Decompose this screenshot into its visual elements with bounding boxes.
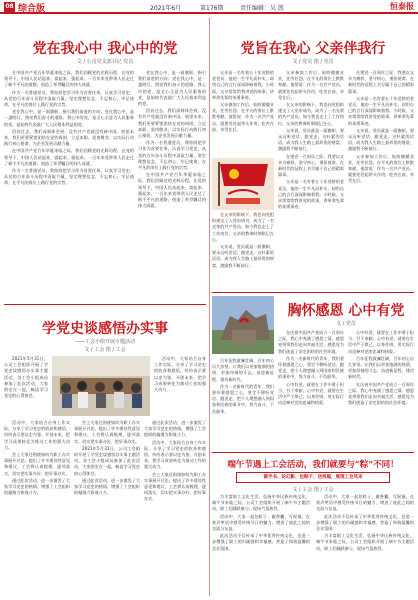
paragraph: 在中国共产党百年华诞来临之际，我们回顾党的光辉历程，在党的领导下，中国人民站起来、富起来、强起来。一百年来党带领人民走过了极不平凡的道路，创造了举世瞩目的伟大成就。 — [4, 148, 134, 166]
party-flag-image — [212, 158, 274, 210]
paragraph: 父亲是一名有着五十年党龄的老党员，他的一生平凡而朴实，却用自己的言行深深影响着我。小时候，父亲常常给我讲党的故事，讲革命先辈的英勇事迹。 — [212, 70, 274, 100]
paragraph: 作为一名普通党员，我始终把学习作为首要任务，认真学习党史，从党的百年奋斗历程中汲取力量，坚定理想信念，不忘初心、牢记使命，在平凡的岗位上践行党的宗旨。 — [4, 89, 134, 108]
paragraph: 在建党一百周年之际，我要以父亲为榜样，坚守初心，勇担使命，在新时代的征程上书写属于自己的精彩篇章。 — [348, 70, 414, 94]
paragraph: 回首过去，我们深刻体会到，没有共产党就没有新中国。展望未来，我们更要紧密团结在党的周围，立足本职，爱岗敬业，以实际行动践行初心使命，为企业发展贡献力量。 — [138, 108, 206, 139]
newspaper-logo: 恒泰报 — [390, 1, 414, 11]
article1-byline: 文 / 公司党支部书记 党员 — [76, 59, 134, 65]
meeting-photo — [52, 356, 150, 416]
paragraph: 作为一名普通党员，我始终把学习作为首要任务，认真学习党史，从党的百年奋斗历程中汲取力量，坚定理想信念，不忘初心、牢记使命，在平凡的岗位上践行党的宗旨。 — [4, 168, 134, 186]
paragraph: 党在我心中，是一面旗帜，指引我们前进的方向；党在我心中，是一盏明灯，照亮我们奋斗的道路。我心中的党，是全心全意为人民服务的党，是始终代表最广大人民根本利益的党。 — [4, 109, 134, 127]
paragraph: 为丰富职工文化生活，弘扬中华民族传统文化，端午节来临之际，公司工会组织开展了端午节主题活动，职工们踊跃参与，现场气氛热烈。 — [212, 494, 310, 512]
paragraph: 心中有党，就要在工作中勇于担当、甘于奉献；心中有党，就要在生活中严于律己、以身作则，用实际行动诠释对党的忠诚和热爱。 — [348, 330, 414, 354]
paragraph: 此次活动不仅传承了中华优秀传统文化，也进一步增强了职工的归属感和幸福感，营造了和谐温馨的企业氛围。 — [316, 513, 414, 532]
paragraph: 父亲是一名有着五十年党龄的老党员，他的一生平凡而朴实，却用自己的言行深深影响着我。小时候，父亲常常给我讲党的故事，讲革命先辈的英勇事迹。 — [278, 179, 344, 210]
article2-title: 学党史谈感悟办实事 — [42, 321, 168, 337]
issue-date: 2021年6月 — [150, 5, 182, 12]
article2-intro — [4, 356, 48, 414]
paragraph: 活动中，大家结合自身工作实际，分享了学习党史的收获和感悟，纷纷表示要以史为鉴、开创未来，把学习成果转化为推动工作的强大动力。 — [154, 356, 206, 393]
article3-body-left — [212, 212, 274, 290]
paragraph: 在建党一百周年之际，我要以父亲为榜样，坚守初心，勇担使命，在新时代的征程上书写属于自己的精彩篇章。 — [278, 153, 344, 178]
column-divider — [209, 18, 210, 596]
paragraph: 作为一名新时代的青年，我们要怀着感恩之心，坚定不移听党话、跟党走，把个人理想融入到国家和民族的事业中，努力奋斗，不负韶华。 — [212, 383, 274, 414]
article4-body-right — [348, 330, 414, 450]
paragraph: 回首过去，我们深刻体会到，没有共产党就没有新中国。展望未来，我们更要紧密团结在党的周围，立足本职，爱岗敬业，以实际行动践行初心使命，为企业发展贡献力量。 — [4, 128, 134, 147]
paragraph: 在庆祝中国共产党成立一百周年之际，我心中充满了感恩之情。感恩党带领我们走向幸福生活，感恩党为我们创造了安定团结的社会环境。 — [348, 381, 414, 406]
paragraph: 通过此次活动，进一步激发了大家学习党史的热情，增强了工会组织的凝聚力和战斗力。 — [144, 420, 206, 438]
article5-body-right — [316, 494, 414, 596]
paragraph: 会上大家还围绕如何为职工办实事展开讨论，提出了许多建设性意见和建议，工会将认真梳理，逐项落实，切实把实事办好、把好事办实。 — [4, 452, 70, 476]
paragraph: 此次活动不仅传承了中华优秀传统文化，也进一步增强了职工的归属感和幸福感，营造了和谐温馨的企业氛围。 — [212, 533, 310, 551]
article2-byline: 文 / 工会 图 / 工会 — [84, 347, 126, 353]
paragraph: 2021年5月31日，公司工会组织开展了学党史谈感悟办实事主题活动，各工会小组成员参加了此次活动，大家围坐在一起，畅谈学习党史的心得体会。 — [4, 356, 48, 399]
paragraph: 会上大家还围绕如何为职工办实事展开讨论，提出了许多建设性意见和建议，工会将认真梳理，逐项落实，切实把实事办好、把好事办实。 — [144, 471, 206, 502]
paragraph: 通过此次活动，进一步激发了大家学习党史的热情，增强了工会组织的凝聚力和战斗力。 — [74, 477, 140, 496]
article4-byline: 文 / 党员 — [336, 321, 356, 327]
page-number: 08 — [5, 3, 14, 10]
article2-subtitle: ——工会小组开展专题活动 — [74, 339, 135, 345]
paragraph: 在父亲的影响下，我也向党组织递交了入党申请书，成为了一名光荣的共产党员。如今我也走上了工作岗位，父亲的教诲时刻铭记在心。 — [278, 102, 344, 126]
paragraph: 父亲说，党员就是一面旗帜，要永远听党话、跟党走。这朴素的话语，成为我人生路上最珍贵的财富，激励我不断前行。 — [278, 127, 344, 152]
article3-intro — [212, 70, 274, 156]
article2-body-col1 — [4, 420, 70, 596]
article5-body-left — [212, 494, 310, 596]
article3-body-right — [348, 70, 414, 290]
article2-body-col3 — [144, 420, 206, 596]
article2-body-col2 — [74, 420, 140, 596]
section-rule — [4, 304, 206, 305]
paragraph: 百年征程波澜壮阔，百年初心历久弥坚。让我们以更加饱满的热情、更加昂扬的斗志，奋进新征程，建功新时代。 — [348, 355, 414, 380]
paragraph: 百年征程波澜壮阔，百年初心历久弥坚。让我们以更加饱满的热情、更加昂扬的斗志，奋进新征程，建功新时代。 — [212, 358, 274, 382]
article2-body-top-right — [154, 356, 206, 418]
paragraph: 通过此次活动，进一步激发了大家学习党史的热情，增强了工会组织的凝聚力和战斗力。 — [4, 477, 70, 496]
article1-body-right — [138, 70, 206, 302]
editor-credit: 责任编辑：吴 凯 — [240, 5, 284, 12]
paragraph: 心中有党，就要在工作中勇于担当、甘于奉献；心中有党，就要在生活中严于律己、以身作则，用实际行动诠释对党的忠诚和热爱。 — [278, 381, 344, 406]
paragraph: 活动中，大家结合自身工作实际，分享了学习党史的收获和感悟，纷纷表示要以史为鉴、开创未来，把学习成果转化为推动工作的强大动力。 — [4, 420, 70, 450]
article4-body-left — [278, 330, 344, 450]
article1-title: 党在我心中 我心中的党 — [32, 41, 178, 57]
masthead — [0, 0, 418, 14]
paragraph: 活动中，大家一起包粽子、做香囊、写祝福，在欢声笑语中感受传统节日的魅力，增进了彼此之间的交流与友谊。 — [316, 494, 414, 512]
paragraph: 父亲参加工作后，始终兢兢业业，任劳任怨，在平凡的岗位上默默奉献。他常说：作为一名共产党员，就要处处起带头作用，吃苦在前，享受在后。 — [278, 70, 344, 100]
paragraph: 为丰富职工文化生活，弘扬中华民族传统文化，端午节来临之际，公司工会组织开展了端午节主题活动，职工们踊跃参与，现场气氛热烈。 — [316, 533, 414, 551]
paragraph: 党在我心中，是一面旗帜，指引我们前进的方向；党在我心中，是一盏明灯，照亮我们奋斗的道路。我心中的党，是全心全意为人民服务的党，是始终代表最广大人民根本利益的党。 — [138, 70, 206, 107]
paragraph: 在中国共产党百年华诞来临之际，我们回顾党的光辉历程，在党的领导下，中国人民站起来、富起来、强起来。一百年来党带领人民走过了极不平凡的道路，创造了举世瞩目的伟大成就。 — [4, 70, 134, 88]
paragraph: 作为一名普通党员，我始终把学习作为首要任务，认真学习党史，从党的百年奋斗历程中汲取力量，坚定理想信念，不忘初心、牢记使命，在平凡的岗位上践行党的宗旨。 — [138, 140, 206, 171]
paragraph: 会上大家还围绕如何为职工办实事展开讨论，提出了许多建设性意见和建议，工会将认真梳理，逐项落实，切实把实事办好、把好事办实。 — [74, 420, 140, 444]
article3-title: 党旨在我心 父亲伴我行 — [240, 41, 386, 57]
article4-body-under-photo — [212, 358, 274, 450]
paragraph: 活动中，大家结合自身工作实际，分享了学习党史的收获和感悟，纷纷表示要以史为鉴、开创未来，把学习成果转化为推动工作的强大动力。 — [144, 439, 206, 470]
paragraph: 作为一名新时代的青年，我们要怀着感恩之心，坚定不移听党话、跟党走，把个人理想融入到国家和民族的事业中，努力奋斗，不负韶华。 — [278, 355, 344, 380]
paragraph: 父亲参加工作后，始终兢兢业业，任劳任怨，在平凡的岗位上默默奉献。他常说：作为一名共产党员，就要处处起带头作用，吃苦在前，享受在后。 — [212, 102, 274, 132]
article1-body — [4, 70, 134, 302]
issue-number: 第176期 — [200, 5, 224, 12]
paragraph: 2021年5月31日，公司工会组织开展了学党史谈感悟办实事主题活动，各工会小组成员参加了此次活动，大家围坐在一起，畅谈学习党史的心得体会。 — [74, 445, 140, 476]
section-name: 综合版 — [18, 4, 46, 14]
article5-byline: 文 / 工会 图 / 工会 — [292, 487, 334, 493]
paragraph: 在中国共产党百年华诞来临之际，我们回顾党的光辉历程，在党的领导下，中国人民站起来、富起来、强起来。一百年来党带领人民走过了极不平凡的道路，创造了举世瞩目的伟大成就。 — [138, 172, 206, 209]
paragraph: 父亲参加工作后，始终兢兢业业，任劳任怨，在平凡的岗位上默默奉献。他常说：作为一名共产党员，就要处处起带头作用，吃苦在前，享受在后。 — [348, 153, 414, 184]
paragraph: 父亲说，党员就是一面旗帜，要永远听党话、跟党走。这朴素的话语，成为我人生路上最珍贵的财富，激励我不断前行。 — [212, 244, 274, 268]
article3-byline: 文 / 党员 图 / 党员 — [292, 59, 334, 65]
paragraph: 在庆祝中国共产党成立一百周年之际，我心中充满了感恩之情。感恩党带领我们走向幸福生活，感恩党为我们创造了安定团结的社会环境。 — [278, 330, 344, 354]
statue-photo — [212, 296, 274, 354]
paragraph: 父亲说，党员就是一面旗帜，要永远听党话、跟党走。这朴素的话语，成为我人生路上最珍贵的财富，激励我不断前行。 — [348, 127, 414, 152]
article5-subtitle: 做手书、论幻影、包粽子、送祝福，展现工会风采 — [263, 475, 363, 480]
section-rule — [212, 452, 414, 453]
section-rule — [212, 292, 414, 293]
paragraph: 活动中，大家一起包粽子、做香囊、写祝福，在欢声笑语中感受传统节日的魅力，增进了彼此之间的交流与友谊。 — [212, 513, 310, 532]
article3-body-middle — [278, 70, 344, 290]
paragraph: 在父亲的影响下，我也向党组织递交了入党申请书，成为了一名光荣的共产党员。如今我也走上了工作岗位，父亲的教诲时刻铭记在心。 — [212, 212, 274, 242]
paragraph: 父亲是一名有着五十年党龄的老党员，他的一生平凡而朴实，却用自己的言行深深影响着我。小时候，父亲常常给我讲党的故事，讲革命先辈的英勇事迹。 — [348, 95, 414, 126]
article5-title: 端午节遇上工会活动，我们就要与“粽”不同！ — [227, 460, 399, 470]
article4-title: 胸怀感恩 心中有党 — [287, 303, 405, 319]
